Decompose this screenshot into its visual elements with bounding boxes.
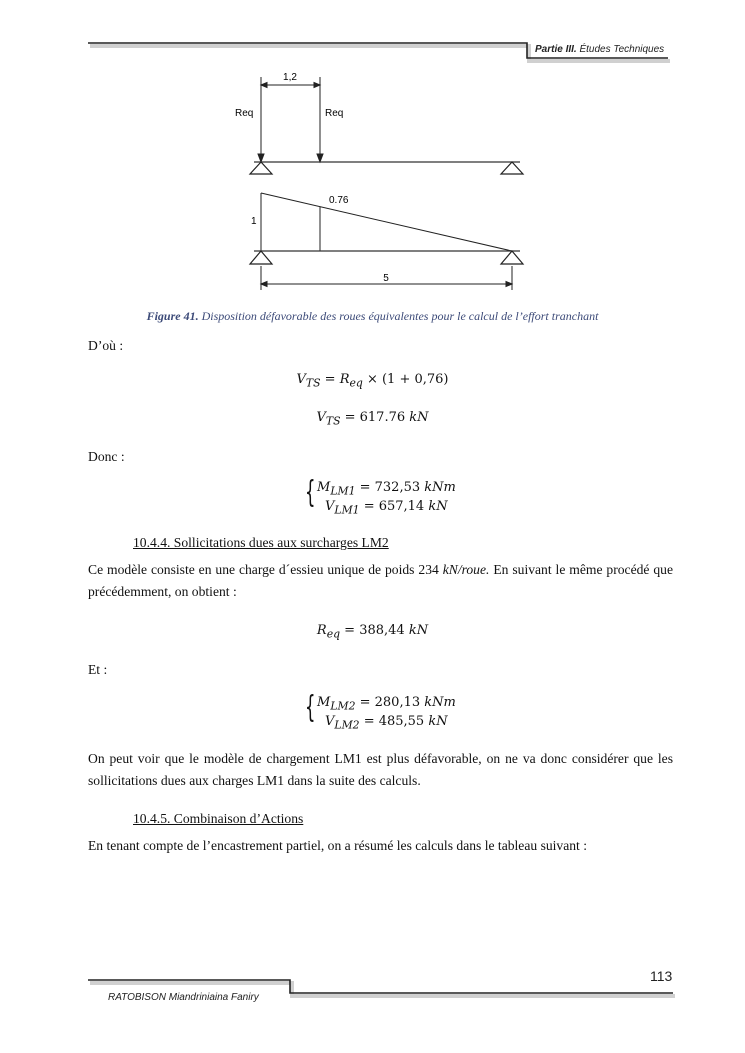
- brace-icon: {: [305, 690, 316, 725]
- lm2-moment: $M_{LM2} = 280,13$ kNm: [317, 695, 456, 713]
- beam-diagram: [0, 0, 745, 300]
- caption-number: Figure 41.: [146, 309, 199, 323]
- footer-rule: [0, 960, 745, 1020]
- support-left: [250, 162, 272, 174]
- support-left-2: [250, 251, 272, 264]
- influence-line: [261, 193, 512, 251]
- ordinate-value-label: 0.76: [329, 195, 349, 206]
- load-right-label: Req: [325, 108, 344, 119]
- support-right-2: [501, 251, 523, 264]
- lm2-shear: $V_{LM2} = 485,55$ kN: [325, 714, 448, 732]
- et-text: Et :: [88, 662, 108, 677]
- caption-text: Disposition défavorable des roues équivalentes pour le calcul de l’effort tranchant: [201, 309, 599, 323]
- ordinate-max-label: 1: [251, 216, 257, 227]
- heading-lm2: 10.4.4. Sollicitations dues aux surcharges LM2: [133, 535, 389, 550]
- system-lm1: [305, 475, 465, 520]
- dou-text: D’où :: [88, 338, 124, 353]
- lm1-shear: $V_{LM1} = 657,14$ kN: [325, 499, 448, 517]
- support-right: [501, 162, 523, 174]
- equation-vts-value: $V_{TS} = 617.76$ kN: [316, 410, 429, 428]
- load-left-label: Req: [235, 108, 254, 119]
- load-arrows: [258, 106, 323, 162]
- dimension-top-label: 1,2: [283, 72, 297, 83]
- footer-author: RATOBISON Miandriniaina Faniry: [108, 992, 259, 1003]
- brace-icon: {: [305, 475, 316, 510]
- heading-combinaison: 10.4.5. Combinaison d’Actions: [133, 811, 304, 826]
- paragraph-conclusion: On peut voir que le modèle de chargement LM1 est plus défavorable, on ne va donc considérer que les sollicitations dues aux charges LM1 dans la suite des calculs.: [88, 751, 673, 788]
- paragraph-lm2: Ce modèle consiste en une charge d´essieu unique de poids 234 kN/roue. En suivant le même procédé que précédemment, on obtient :: [88, 562, 673, 599]
- donc-text: Donc :: [88, 449, 125, 464]
- figure-caption: [0, 309, 745, 324]
- header-part-title: Études Techniques: [579, 44, 665, 55]
- page-number: 113: [650, 968, 673, 984]
- equation-vts-formula: $V_{TS} = R_{eq} \times (1 + 0,76)$: [296, 372, 449, 390]
- paragraph-combinaison: En tenant compte de l’encastrement partiel, on a résumé les calculs dans le tableau suivant :: [88, 838, 588, 853]
- system-lm2: [305, 690, 465, 735]
- span-label: 5: [383, 273, 389, 284]
- header-part-label: Partie III.: [535, 44, 577, 55]
- equation-req: $R_{eq} = 388,44$ kN: [316, 623, 429, 641]
- lm1-moment: $M_{LM1} = 732,53$ kNm: [317, 480, 456, 498]
